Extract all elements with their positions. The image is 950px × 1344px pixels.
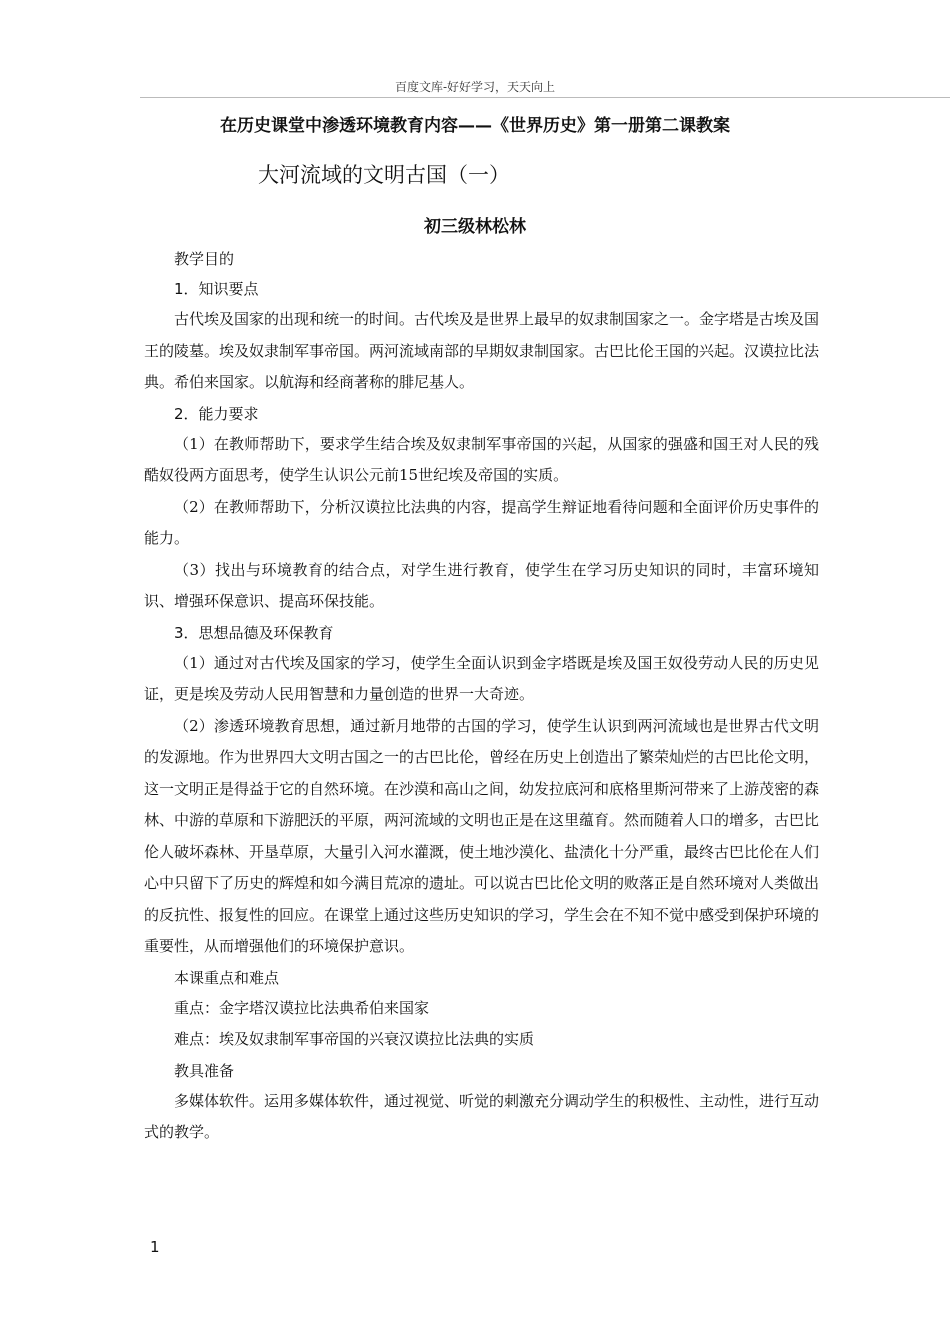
key-points-heading: 本课重点和难点 <box>174 968 280 987</box>
moral-paragraph-1: （1）通过对古代埃及国家的学习，使学生全面认识到金字塔既是埃及国王奴役劳动人民的历史见证，更是埃及劳动人民用智慧和力量创造的世界一大奇迹。 <box>144 653 819 703</box>
author-line: 初三级林松林 <box>424 217 526 237</box>
document-body <box>144 244 819 1149</box>
header-divider <box>140 97 950 98</box>
moral-paragraph-2: （2）渗透环境教育思想，通过新月地带的古国的学习，使学生认识到两河流域也是世界古代文明的发源地。作为世界四大文明古国之一的古巴比伦，曾经在历史上创造出了繁荣灿烂的古巴比伦文明，这一文明正是得益于它的自然环境。在沙漠和高山之间，幼发拉底河和底格里斯河带来了上游茂密的森林、中游的草原和下游肥沃的平原，两河流域的文明也正是在这里蕴育。然而随着人口的增多，古巴比伦人破坏森林、开垦草原，大量引入河水灌溉，使土地沙漠化、盐渍化十分严重，最终古巴比伦在人们心中只留下了历史的辉煌和如今满目荒凉的遗址。可以说古巴比伦文明的败落正是自然环境对人类做出的反抗性、报复性的回应。在课堂上通过这些历史知识的学习，学生会在不知不觉中感受到保护环境的重要性，从而增强他们的环境保护意识。 <box>144 716 820 955</box>
ability-heading: 2．能力要求 <box>174 404 259 423</box>
tools-heading: 教具准备 <box>174 1061 235 1080</box>
ability-paragraph-2: （2）在教师帮助下，分析汉谟拉比法典的内容，提高学生辩证地看待问题和全面评价历史事件的能力。 <box>144 497 819 547</box>
moral-heading: 3．思想品德及环保教育 <box>174 623 334 642</box>
page-number: 1 <box>150 1238 160 1256</box>
difficult-point: 难点：埃及奴隶制军事帝国的兴衰汉谟拉比法典的实质 <box>174 1030 535 1048</box>
knowledge-paragraph: 古代埃及国家的出现和统一的时间。古代埃及是世界上最早的奴隶制国家之一。金字塔是古埃及国王的陵墓。埃及奴隶制军事帝国。两河流域南部的早期奴隶制国家。古巴比伦王国的兴起。汉谟拉比法典。希伯来国家。以航海和经商著称的腓尼基人。 <box>144 310 820 391</box>
page-header: 百度文库-好好学习，天天向上 <box>394 80 556 94</box>
key-point: 重点：金字塔汉谟拉比法典希伯来国家 <box>174 998 430 1017</box>
lesson-title: 大河流域的文明古国（一） <box>258 163 510 187</box>
document-title: 在历史课堂中渗透环境教育内容——《世界历史》第一册第二课教案 <box>220 116 730 136</box>
knowledge-heading: 1．知识要点 <box>174 280 259 298</box>
ability-paragraph-1: （1）在教师帮助下，要求学生结合埃及奴隶制军事帝国的兴起，从国家的强盛和国王对人民的残酷奴役两方面思考，使学生认识公元前15世纪埃及帝国的实质。 <box>144 434 819 484</box>
tools-paragraph: 多媒体软件。运用多媒体软件，通过视觉、听觉的刺激充分调动学生的积极性、主动性，进行互动式的教学。 <box>144 1091 820 1141</box>
objectives-heading: 教学目的 <box>174 250 235 268</box>
ability-paragraph-3: （3）找出与环境教育的结合点，对学生进行教育，使学生在学习历史知识的同时，丰富环境知识、增强环保意识、提高环保技能。 <box>144 560 819 610</box>
